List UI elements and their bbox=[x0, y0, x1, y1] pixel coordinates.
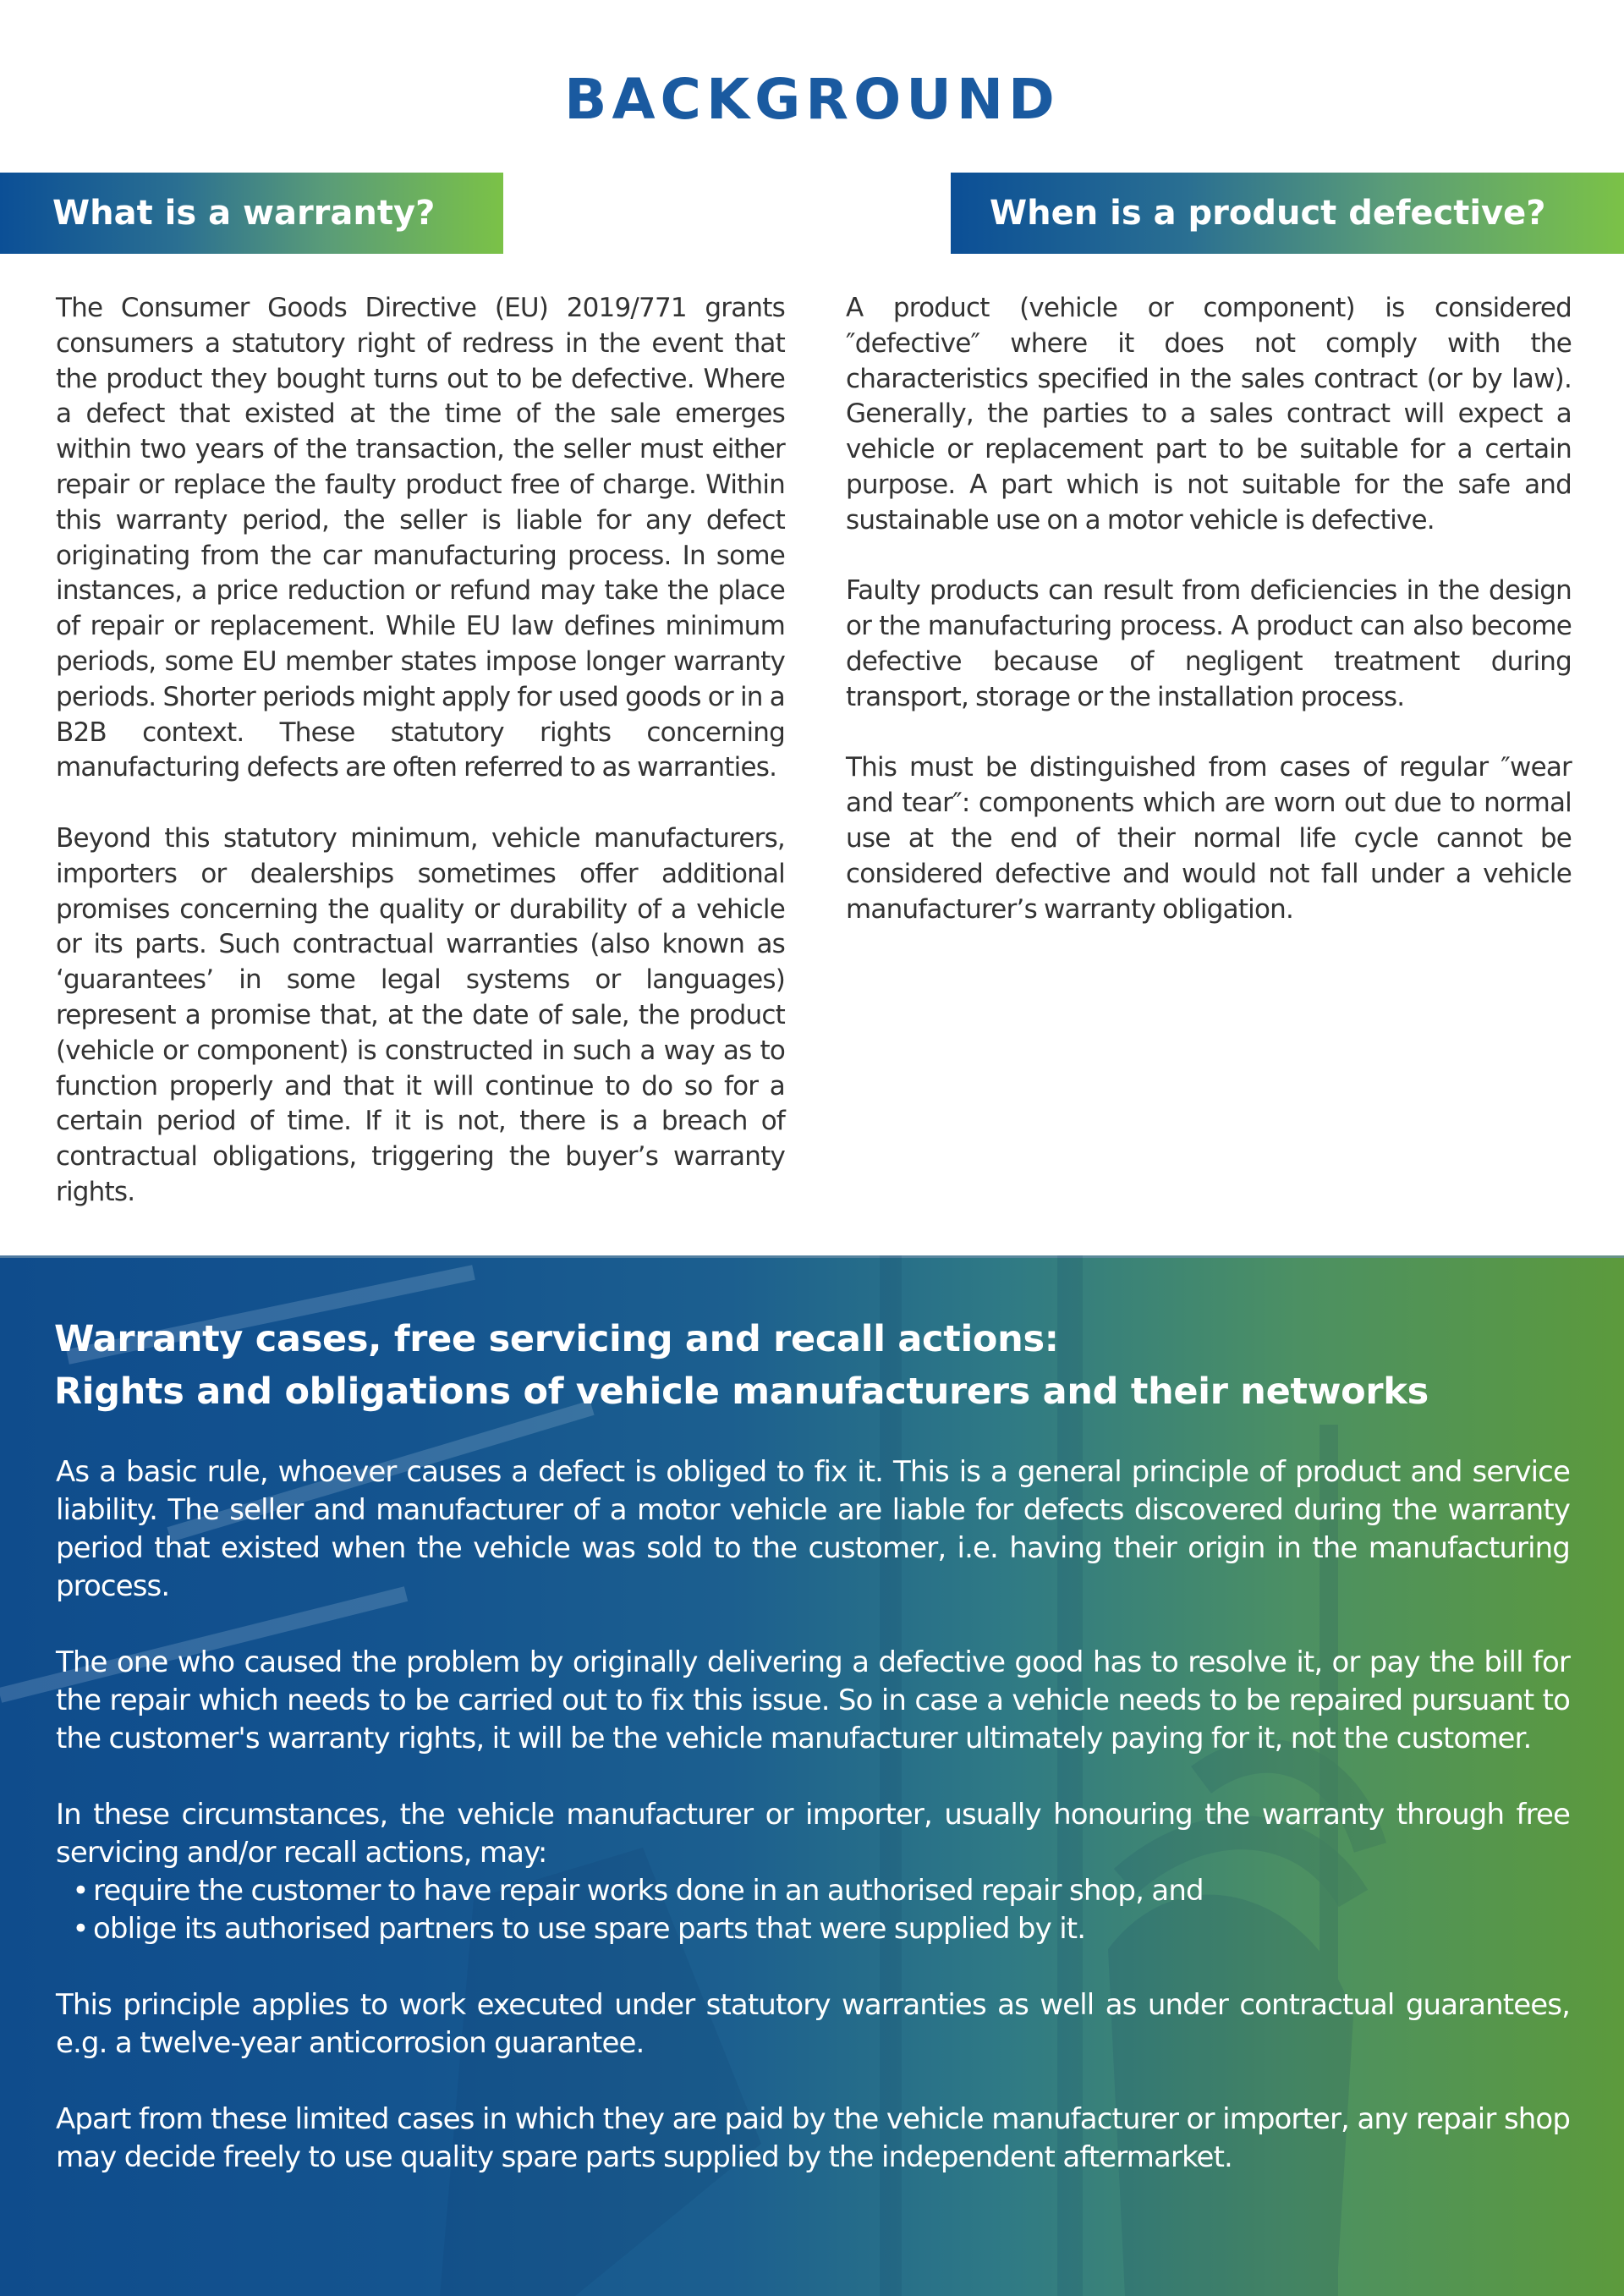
band-paragraph: Apart from these limited cases in which they are paid by the vehicle manufacturer or importer, any repair shop may decide freely to use quality spare parts supplied by the independent aftermarket. bbox=[56, 2102, 1570, 2174]
band-heading bbox=[54, 1313, 1594, 1418]
defective-column bbox=[846, 291, 1572, 963]
band-heading-line-2: Rights and obligations of vehicle manufacturers and their networks bbox=[54, 1370, 1429, 1413]
warranty-paragraph: The Consumer Goods Directive (EU) 2019/771 grants consumers a statutory right of redress in the event that the product they bought turns out to be defective. Where a defect that existed at the time of the sale emerges within two years of the transaction, the seller must either repair or replace the faulty product free of charge. Within this warranty period, the seller is liable for any defect originating from the car manufacturing process. In some instances, a price reduction or refund may take the place of repair or replacement. While EU law defines minimum periods, some EU member states impose longer warranty periods. Shorter periods might apply for used goods or in a B2B context. These statutory rights concerning manufacturing defects are often referred to as warranties. bbox=[56, 293, 785, 783]
list-item bbox=[56, 1872, 1570, 1910]
page-title: BACKGROUND bbox=[564, 67, 1060, 132]
obligations-list bbox=[56, 1872, 1570, 1948]
band-body bbox=[56, 1453, 1570, 2215]
warranty-paragraph: Beyond this statutory minimum, vehicle manufacturers, importers or dealerships sometimes offer additional promises concerning the quality or durability of a vehicle or its parts. Such contractual warranties (also known as ‘guarantees’ in some legal systems or languages) represent a promise that, at the date of sale, the product (vehicle or component) is constructed in such a way as to function properly and that it will continue to do so for a certain period of time. If it is not, there is a breach of contractual obligations, triggering the buyer’s warranty rights. bbox=[56, 822, 785, 1207]
warranty-column bbox=[56, 291, 785, 1246]
defective-paragraph: Faulty products can result from deficiencies in the design or the manufacturing process. A product can also become defective because of negligent treatment during transport, storage or the installation process. bbox=[846, 575, 1572, 712]
bullet-icon: • bbox=[72, 1912, 89, 1946]
defective-paragraph: This must be distinguished from cases of regular ″wear and tear″: components which are worn out due to normal use at the end of their normal life cycle cannot be considered defective and would not fall under a vehicle manufacturer’s warranty obligation. bbox=[846, 752, 1572, 925]
band-paragraph: The one who caused the problem by originally delivering a defective good has to resolve it, or pay the bill for the repair which needs to be carried out to fix this issue. So in case a vehicle needs to be repaired pursuant to the customer's warranty rights, it will be the vehicle manufacturer ultimately paying for it, not the customer. bbox=[56, 1645, 1570, 1755]
list-item-text: oblige its authorised partners to use spare parts that were supplied by it. bbox=[93, 1912, 1086, 1946]
band-heading-line-1: Warranty cases, free servicing and recall actions: bbox=[54, 1318, 1059, 1360]
band-paragraph: This principle applies to work executed under statutory warranties as well as under contractual guarantees, e.g. a twelve-year anticorrosion guarantee. bbox=[56, 1988, 1570, 2060]
list-item-text: require the customer to have repair works done in an authorised repair shop, and bbox=[93, 1874, 1204, 1908]
warranty-heading: What is a warranty? bbox=[0, 173, 503, 254]
bullet-icon: • bbox=[72, 1874, 89, 1908]
band-paragraph: In these circumstances, the vehicle manufacturer or importer, usually honouring the warranty through free servicing and/or recall actions, may: bbox=[56, 1798, 1570, 1870]
defective-heading: When is a product defective? bbox=[951, 173, 1624, 254]
list-item bbox=[56, 1910, 1570, 1948]
warranty-cases-band bbox=[0, 1255, 1624, 2296]
band-paragraph: As a basic rule, whoever causes a defect is obliged to fix it. This is a general principle of product and service liability. The seller and manufacturer of a motor vehicle are liable for defects discovered during the warranty period that existed when the vehicle was sold to the customer, i.e. having their origin in the manufacturing process. bbox=[56, 1455, 1570, 1603]
defective-paragraph: A product (vehicle or component) is considered ″defective″ where it does not comply with the characteristics specified in the sales contract (or by law). Generally, the parties to a sales contract will expect a vehicle or replacement part to be suitable for a certain purpose. A part which is not suitable for the safe and sustainable use on a motor vehicle is defective. bbox=[846, 293, 1572, 536]
